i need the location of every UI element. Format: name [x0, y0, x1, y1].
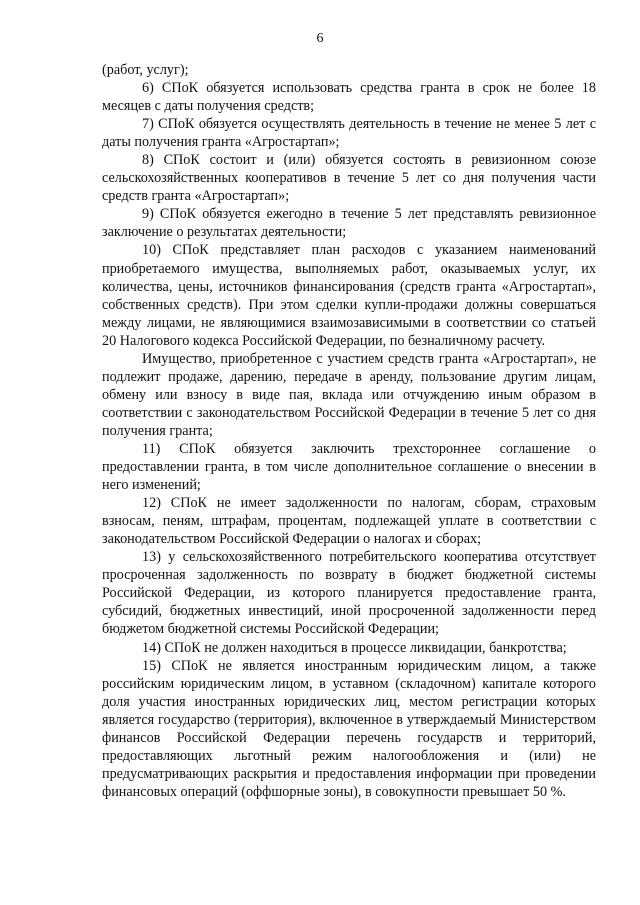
paragraph-property-restriction: Имущество, приобретенное с участием средств гранта «Агростартап», не подлежит продаже, дарению, передаче в аренду, пользование другим лицам, обмену или взносу в виде пая, вклада или отчуждению иным образом в соответствии с законодательством Российской Федерации в течение 5 лет со дня получения гранта; — [102, 350, 596, 439]
paragraph-item-15: 15) СПоК не является иностранным юридическим лицом, а также российским юридическим лицом, в уставном (складочном) капитале которого доля участия иностранных юридических лиц, местом регистрации которых является государство (территория), включенное в утверждаемый Министерством финансов Российской Федерации перечень государств и территорий, предоставляющих льготный режим налогообложения и (или) не предусматривающих раскрытия и предоставления информации при проведении финансовых операций (оффшорные зоны), в совокупности превышает 50 %. — [102, 657, 596, 800]
paragraph-item-11: 11) СПоК обязуется заключить трехстороннее соглашение о предоставлении гранта, в том числе дополнительное соглашение о внесении в него изменений; — [102, 440, 596, 494]
paragraph-item-7: 7) СПоК обязуется осуществлять деятельность в течение не менее 5 лет с даты получения гранта «Агростартап»; — [102, 116, 596, 151]
paragraph-item-6: 6) СПоК обязуется использовать средства гранта в срок не более 18 месяцев с даты получения средств; — [102, 80, 596, 115]
paragraph-item-12: 12) СПоК не имеет задолженности по налогам, сборам, страховым взносам, пеням, штрафам, процентам, подлежащей уплате в соответствии с законодательством Российской Федерации о налогах и сборах; — [102, 495, 596, 548]
paragraph-continuation: (работ, услуг); — [102, 62, 189, 78]
paragraph-item-9: 9) СПоК обязуется ежегодно в течение 5 лет представлять ревизионное заключение о результатах деятельности; — [102, 206, 596, 241]
paragraph-item-13: 13) у сельскохозяйственного потребительского кооператива отсутствует просроченная задолженность по возврату в бюджет бюджетной системы Российской Федерации, из которого планируется предоставление гранта, субсидий, бюджетных инвестиций, иной просроченной задолженности перед бюджетом бюджетной системы Российской Федерации; — [102, 549, 596, 638]
paragraph-item-14: 14) СПоК не должен находиться в процессе ликвидации, банкротства; — [142, 639, 567, 656]
page-number: 6 — [316, 31, 324, 46]
paragraph-item-10: 10) СПоК представляет план расходов с указанием наименований приобретаемого имущества, выполняемых работ, оказываемых услуг, их количества, цены, источников финансирования (средств гранта «Агростартап», собственных средств). При этом сделки купли-продажи должны совершаться между лицами, не являющимися взаимозависимыми в соответствии со статьей 20 Налогового кодекса Российской Федерации, по безналичному расчету. — [102, 242, 596, 349]
paragraph-item-8: 8) СПоК состоит и (или) обязуется состоять в ревизионном союзе сельскохозяйственных кооперативов в течение 5 лет со дня получения части средств гранта «Агростартап»; — [102, 152, 596, 205]
document-body — [102, 61, 596, 801]
